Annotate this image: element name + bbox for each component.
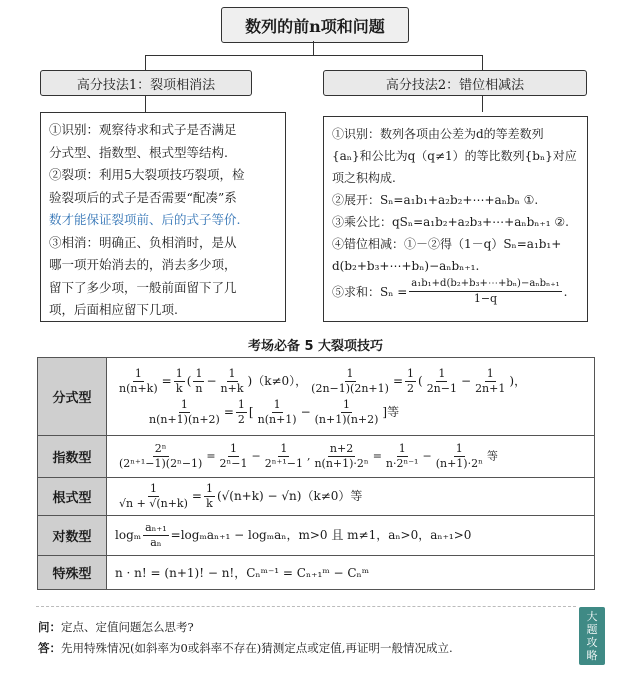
t2-sum-label: ⑤求和：Sₙ = [332, 284, 408, 299]
divider [36, 606, 576, 607]
fraction-line-1: $\frac{1}{n(n+k)}$ = $\frac{1}{k}$ ( $\frac{1}{n}$ − $\frac{1}{n+k}$ )（k≠0）， $\frac{1}{(2n-1)(2n+1)}$ = $\frac{1}{2}$ ( $\frac{1}{2n-1}$ − $\frac{1}{2n+1}$ )， [119, 366, 527, 395]
question-label: 问： [38, 620, 61, 634]
connector-title-down [313, 41, 314, 55]
t2-period: . [563, 284, 568, 299]
frac-tail-3: 等 [387, 404, 400, 419]
connector-right-down [482, 55, 483, 70]
side-tab-char: 题 [586, 623, 598, 636]
table-row [38, 358, 595, 436]
question-text: 定点、定值问题怎么思考? [61, 620, 194, 634]
t1-line: ①识别：观察待求和式子是否满足 [49, 122, 237, 137]
log-text: =logₘaₙ₊₁ − logₘaₙ，m>0 且 m≠1，aₙ>0，aₙ₊₁>0 [170, 528, 472, 542]
fraction-line-2: $\frac{1}{n(n+1)(n+2)}$ = $\frac{1}{2}$ [ $\frac{1}{n(n+1)}$ − $\frac{1}{(n+1)(n+2)}$ ]等 [149, 397, 400, 426]
formula-exponential: $\frac{\text{2ⁿ}}{\text{(2ⁿ⁺¹−1)(2ⁿ−1)}}$ = $\frac{1}{\text{2ⁿ−1}}$ − $\frac{1}{\text{2ⁿ⁺¹−1}}$ , $\frac{n+2}{\text{n(n+1)·2ⁿ}}$ = $\frac{1}{\text{n·2ⁿ⁻¹}}$ − $\frac{1}{\text{(n+1)·2ⁿ}}$ 等 [107, 436, 595, 478]
table-row [38, 516, 595, 556]
t2-line: 项之积构成. [332, 171, 396, 185]
t2-line: ①识别：数列各项由公差为d的等差数列 [332, 127, 544, 141]
t2-line: d(b₂+b₃+⋯+bₙ)−aₙbₙ₊₁. [332, 259, 480, 273]
technique1-header: 高分技法1：裂项相消法 [40, 70, 252, 96]
t1-line: 项，后面相应留下几项. [49, 302, 178, 317]
type-special: 特殊型 [38, 556, 107, 590]
table-row [38, 436, 595, 478]
t2-line: ③乘公比：qSₙ=a₁b₂+a₂b₃+⋯+aₙbₙ₊₁ ②. [332, 215, 569, 229]
type-fraction: 分式型 [38, 358, 107, 436]
t1-line: 哪一项开始消去的，消去多少项， [49, 257, 237, 272]
t2-line [332, 277, 579, 306]
answer-text: 先用特殊情况(如斜率为0或斜率不存在)猜测定点或定值,再证明一般情况成立. [61, 641, 453, 655]
technique2-text [324, 117, 587, 306]
connector-left-down [145, 55, 146, 70]
side-tab-char: 略 [586, 649, 598, 662]
answer [38, 640, 453, 656]
t1-line: 验裂项后的式子是否需要“配凑”系 [49, 189, 237, 205]
type-radical: 根式型 [38, 478, 107, 516]
technique2-panel [323, 116, 588, 322]
t1-line: 分式型、指数型、根式型等结构. [49, 144, 228, 160]
t1-line: ③相消：明确正、负相消时，是从 [49, 234, 237, 250]
formula-special: n · n! = (n+1)! − n!，Cₙᵐ⁻¹ = Cₙ₊₁ᵐ − Cₙᵐ [107, 556, 595, 590]
type-exponential: 指数型 [38, 436, 107, 478]
technique2-header: 高分技法2：错位相减法 [323, 70, 587, 96]
table-row [38, 556, 595, 590]
type-logarithm: 对数型 [38, 516, 107, 556]
page-title: 数列的前n项和问题 [221, 7, 409, 43]
t1-line: 数才能保证裂项前、后的式子等价. [49, 212, 241, 227]
side-tab-char: 攻 [586, 636, 598, 649]
answer-label: 答： [38, 641, 61, 655]
t2-line: ④错位相减：①－②得（1－q）Sₙ=a₁b₁+ [332, 237, 562, 251]
frac-tail-2: ， [514, 373, 527, 388]
formula-radical: $\frac{1}{√n + √(n+k)}$ = $\frac{1}{k}$ (√(n+k) − √n)（k≠0）等 [107, 478, 595, 516]
t2-sum-numerator: a₁b₁+d(b₂+b₃+⋯+bₙ)−aₙbₙ₊₁ [409, 277, 561, 292]
t1-line: 留下了多少项，一般前面留下了几 [49, 279, 237, 295]
t2-line: {aₙ}和公比为q（q≠1）的等比数列{bₙ}对应 [332, 149, 577, 163]
technique1-text [41, 113, 285, 322]
connector-horizontal [145, 55, 482, 56]
question [38, 619, 194, 635]
technique1-panel [40, 112, 286, 322]
side-tab [579, 607, 605, 665]
section-title: 考场必备 5 大裂项技巧 [247, 339, 384, 354]
t2-sum-fraction [409, 277, 561, 306]
t1-line: ②裂项：利用5大裂项技巧裂项，检 [49, 167, 245, 182]
table-row [38, 478, 595, 516]
t2-line: ②展开：Sₙ=a₁b₁+a₂b₂+⋯+aₙbₙ ①. [332, 193, 539, 207]
tricks-table [37, 357, 595, 590]
root-tail: （k≠0）等 [301, 489, 363, 503]
formula-logarithm: logₘ $\frac{\text{aₙ₊₁}}{\text{aₙ}}$ =logₘaₙ₊₁ − logₘaₙ，m>0 且 m≠1，aₙ>0，aₙ₊₁>0 [107, 516, 595, 556]
t2-sum-denominator: 1−q [473, 292, 498, 305]
connector-left-panel [145, 94, 146, 112]
frac-tail-1: （k≠0）， [252, 373, 308, 388]
exp-tail: 等 [486, 449, 498, 463]
connector-right-panel [482, 94, 483, 112]
formula-fraction [107, 358, 595, 436]
side-tab-char: 大 [586, 610, 598, 623]
